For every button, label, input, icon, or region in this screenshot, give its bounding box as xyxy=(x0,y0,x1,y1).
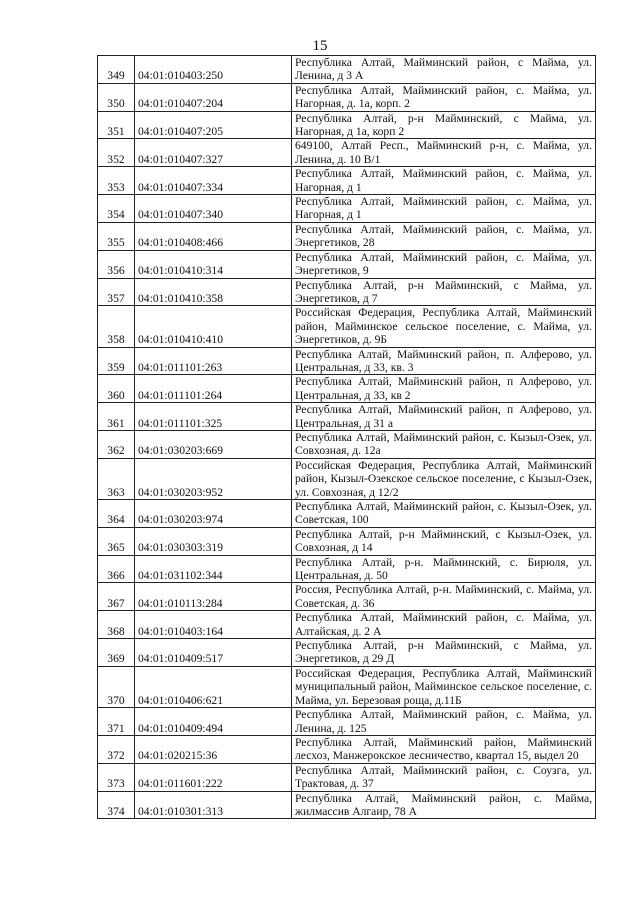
table-row xyxy=(98,458,596,499)
address-cell: Республика Алтай, р-н Майминский, с Кызыл-Озек, ул. Совхозная, д 14 xyxy=(292,527,596,555)
address-cell: Республика Алтай, Майминский район, п Алферово, ул. Центральная, д 33, кв 2 xyxy=(292,375,596,403)
page-number: 15 xyxy=(312,38,328,54)
table-row xyxy=(98,583,596,611)
cadastral-number: 04:01:010410:314 xyxy=(135,250,292,278)
address-cell: Россия, Республика Алтай, р-н. Майминский, с. Майма, ул. Советская, д. 36 xyxy=(292,583,596,611)
cadastral-number: 04:01:010407:340 xyxy=(135,195,292,223)
address-cell: Республика Алтай, Майминский район, п. Алферово, ул. Центральная, д 33, кв. 3 xyxy=(292,347,596,375)
address-cell: Республика Алтай, Майминский район, с. Кызыл-Озек, ул. Совхозная, д. 12а xyxy=(292,430,596,458)
table-row xyxy=(98,278,596,306)
address-cell: Республика Алтай, р-н Майминский, с Майма, ул. Нагорная, д 1а, корп 2 xyxy=(292,111,596,139)
table-row xyxy=(98,500,596,528)
cadastral-number: 04:01:010406:621 xyxy=(135,666,292,707)
cadastral-number: 04:01:011101:264 xyxy=(135,375,292,403)
table-row xyxy=(98,735,596,763)
address-cell: Республика Алтай, Майминский район, с. Майма, ул. Энергетиков, 28 xyxy=(292,222,596,250)
row-number: 352 xyxy=(98,139,135,167)
row-number: 354 xyxy=(98,195,135,223)
row-number: 366 xyxy=(98,555,135,583)
table-row xyxy=(98,56,596,84)
cadastral-number: 04:01:010408:466 xyxy=(135,222,292,250)
table-row xyxy=(98,708,596,736)
table-row xyxy=(98,611,596,639)
row-number: 370 xyxy=(98,666,135,707)
cadastral-number: 04:01:030203:974 xyxy=(135,500,292,528)
row-number: 359 xyxy=(98,347,135,375)
registry-table-body xyxy=(98,56,596,819)
table-row xyxy=(98,306,596,347)
table-row xyxy=(98,167,596,195)
cadastral-number: 04:01:010410:410 xyxy=(135,306,292,347)
row-number: 373 xyxy=(98,763,135,791)
table-row xyxy=(98,83,596,111)
address-cell: 649100, Алтай Респ., Майминский р-н, с. Майма, ул. Ленина, д. 10 В/1 xyxy=(292,139,596,167)
address-cell: Российская Федерация, Республика Алтай, Майминский муниципальный район, Майминское сельское поселение, с. Майма, ул. Березовая роща, д.11Б xyxy=(292,666,596,707)
cadastral-number: 04:01:011101:263 xyxy=(135,347,292,375)
cadastral-number: 04:01:020215:36 xyxy=(135,735,292,763)
row-number: 371 xyxy=(98,708,135,736)
table-row xyxy=(98,222,596,250)
table-row xyxy=(98,791,596,819)
cadastral-number: 04:01:010407:205 xyxy=(135,111,292,139)
table-row xyxy=(98,430,596,458)
cadastral-number: 04:01:010407:327 xyxy=(135,139,292,167)
table-row xyxy=(98,527,596,555)
table-row xyxy=(98,639,596,667)
address-cell: Республика Алтай, Майминский район, с. Соузга, ул. Трактовая, д. 37 xyxy=(292,763,596,791)
cadastral-number: 04:01:030203:669 xyxy=(135,430,292,458)
row-number: 353 xyxy=(98,167,135,195)
cadastral-number: 04:01:010113:284 xyxy=(135,583,292,611)
address-cell: Республика Алтай, Майминский район, с. Майма, ул. Ленина, д. 125 xyxy=(292,708,596,736)
row-number: 362 xyxy=(98,430,135,458)
table-row xyxy=(98,666,596,707)
address-cell: Российская Федерация, Республика Алтай, Майминский район, Майминское сельское поселение, с. Майма, ул. Энергетиков, д. 9Б xyxy=(292,306,596,347)
row-number: 349 xyxy=(98,56,135,84)
registry-table xyxy=(97,55,596,819)
cadastral-number: 04:01:031102:344 xyxy=(135,555,292,583)
table-row xyxy=(98,763,596,791)
row-number: 360 xyxy=(98,375,135,403)
row-number: 367 xyxy=(98,583,135,611)
cadastral-number: 04:01:010403:164 xyxy=(135,611,292,639)
address-cell: Республика Алтай, Майминский район, с. Майма, ул. Нагорная, д. 1а, корп. 2 xyxy=(292,83,596,111)
row-number: 369 xyxy=(98,639,135,667)
cadastral-number: 04:01:011101:325 xyxy=(135,403,292,431)
address-cell: Республика Алтай, Майминский район, с. Майма, жилмассив Алгаир, 78 А xyxy=(292,791,596,819)
cadastral-number: 04:01:030203:952 xyxy=(135,458,292,499)
table-row xyxy=(98,555,596,583)
cadastral-number: 04:01:010407:204 xyxy=(135,83,292,111)
address-cell: Республика Алтай, Майминский район, с. Майма, ул. Энергетиков, 9 xyxy=(292,250,596,278)
address-cell: Республика Алтай, р-н. Майминский, с. Бирюля, ул. Центральная, д. 50 xyxy=(292,555,596,583)
row-number: 357 xyxy=(98,278,135,306)
cadastral-number: 04:01:010409:494 xyxy=(135,708,292,736)
row-number: 358 xyxy=(98,306,135,347)
cadastral-number: 04:01:010410:358 xyxy=(135,278,292,306)
table-row xyxy=(98,250,596,278)
row-number: 350 xyxy=(98,83,135,111)
row-number: 372 xyxy=(98,735,135,763)
address-cell: Республика Алтай, р-н Майминский, с Майма, ул. Энергетиков, д 7 xyxy=(292,278,596,306)
row-number: 364 xyxy=(98,500,135,528)
address-cell: Республика Алтай, Майминский район, с Майма, ул. Ленина, д 3 А xyxy=(292,56,596,84)
cadastral-number: 04:01:010409:517 xyxy=(135,639,292,667)
cadastral-number: 04:01:010407:334 xyxy=(135,167,292,195)
cadastral-number: 04:01:010301:313 xyxy=(135,791,292,819)
row-number: 351 xyxy=(98,111,135,139)
table-row xyxy=(98,111,596,139)
table-row xyxy=(98,375,596,403)
row-number: 361 xyxy=(98,403,135,431)
address-cell: Республика Алтай, Майминский район, с. Кызыл-Озек, ул. Советская, 100 xyxy=(292,500,596,528)
address-cell: Республика Алтай, Майминский район, с. Майма, ул. Нагорная, д 1 xyxy=(292,195,596,223)
address-cell: Республика Алтай, р-н Майминский, с Майма, ул. Энергетиков, д 29 Д xyxy=(292,639,596,667)
row-number: 365 xyxy=(98,527,135,555)
cadastral-number: 04:01:011601:222 xyxy=(135,763,292,791)
address-cell: Республика Алтай, Майминский район, п Алферово, ул. Центральная, д 31 а xyxy=(292,403,596,431)
cadastral-number: 04:01:010403:250 xyxy=(135,56,292,84)
cadastral-number: 04:01:030303:319 xyxy=(135,527,292,555)
table-row xyxy=(98,139,596,167)
table-row xyxy=(98,347,596,375)
table-row xyxy=(98,195,596,223)
address-cell: Республика Алтай, Майминский район, Майминский лесхоз, Манжерокское лесничество, квартал 15, выдел 20 xyxy=(292,735,596,763)
row-number: 356 xyxy=(98,250,135,278)
address-cell: Российская Федерация, Республика Алтай, Майминский район, Кызыл-Озекское сельское поселение, с Кызыл-Озек, ул. Совхозная, д 12/2 xyxy=(292,458,596,499)
table-row xyxy=(98,403,596,431)
row-number: 368 xyxy=(98,611,135,639)
address-cell: Республика Алтай, Майминский район, с. Майма, ул. Алтайская, д. 2 А xyxy=(292,611,596,639)
row-number: 374 xyxy=(98,791,135,819)
address-cell: Республика Алтай, Майминский район, с. Майма, ул. Нагорная, д 1 xyxy=(292,167,596,195)
row-number: 355 xyxy=(98,222,135,250)
row-number: 363 xyxy=(98,458,135,499)
